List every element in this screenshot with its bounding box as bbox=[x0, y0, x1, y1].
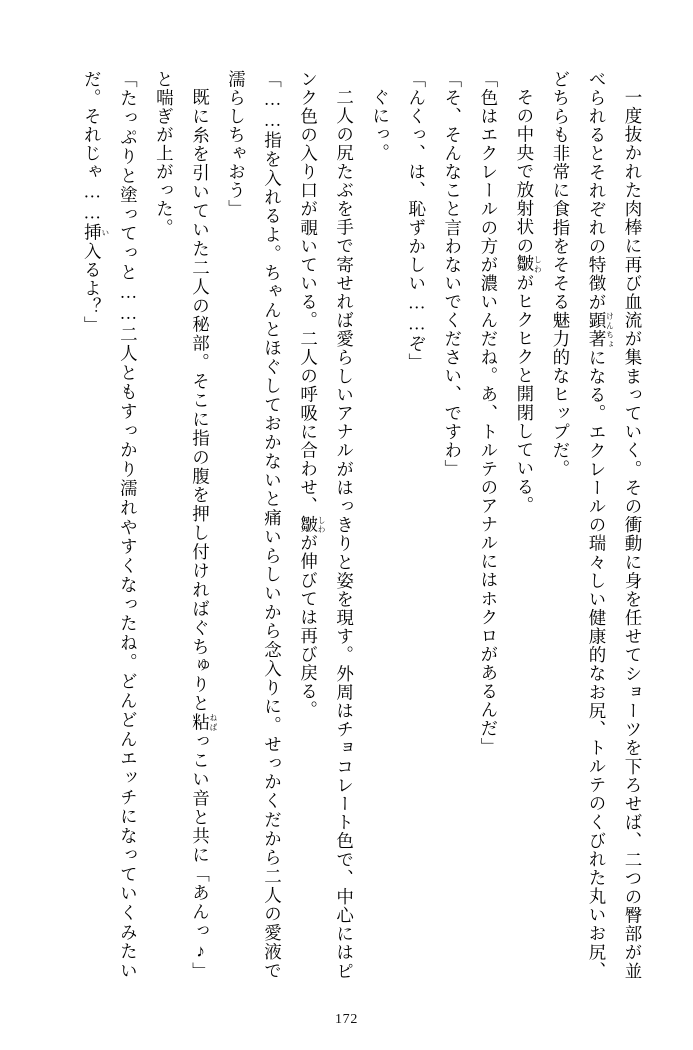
ruby-i: 挿い bbox=[82, 223, 110, 242]
paragraph-5: 「んくっ、は、恥ずかしい……ぞ」 bbox=[406, 70, 427, 372]
paragraph-3: 「色はエクレールの方が濃いんだね。あ、トルテのアナルにはホクロがあるんだ」 bbox=[478, 70, 499, 757]
paragraph-8: 「……指を入れるよ。ちゃんとほぐしておかないと痛いらしいから念入りに。せっかくだから二人の愛液で濡らしちゃおう」 bbox=[226, 70, 283, 980]
page-body-text bbox=[42, 70, 651, 980]
paragraph-1: 一度抜かれた肉棒に再び血流が集まっていく。その衝動に身を任せてショーツを下ろせば、二つの臀部が並べられるとそれぞれの特徴が顕著けんちょになる。エクレールの瑞々しい健康的なお尻、トルテのくびれた丸いお尻、どちらも非常に食指をそそる魅力的なヒップだ。 bbox=[550, 70, 643, 981]
paragraph-4: 「そ、そんなこと言わないでください、ですわ」 bbox=[442, 70, 463, 479]
ruby-shiwa-2: 皺しわ bbox=[298, 515, 327, 534]
paragraph-7: 二人の尻たぶを手で寄せれば愛らしいアナルがはっきりと姿を現す。外周はチョコレート色で、中心にはピンク色の入り口が覗いている。二人の呼吸に合わせ、皺しわが伸びては再び戻る。 bbox=[298, 70, 355, 980]
paragraph-9: 既に糸を引いていた二人の秘部。そこに指の腹を押し付ければぐちゅりと粘ねばっこい音と共に「あんっ♪」と喘ぎが上がった。 bbox=[154, 70, 218, 980]
ruby-neba: 粘ねば bbox=[190, 712, 218, 732]
ruby-kencho: 顕著けんちょ bbox=[586, 311, 615, 349]
page-number: 172 bbox=[334, 1012, 359, 1027]
paragraph-6: ぐにっ。 bbox=[370, 87, 391, 162]
ruby-shiwa-1: 皺しわ bbox=[514, 254, 543, 274]
paragraph-2: その中央で放射状の皺しわがヒクヒクと開閉している。 bbox=[514, 87, 543, 515]
paragraph-10: 「たっぷりと塗ってっと……二人ともすっかり濡れやすくなったね。どんどんエッチになっていくみたいだ。それじゃ……挿い入るよ？」 bbox=[82, 70, 139, 980]
